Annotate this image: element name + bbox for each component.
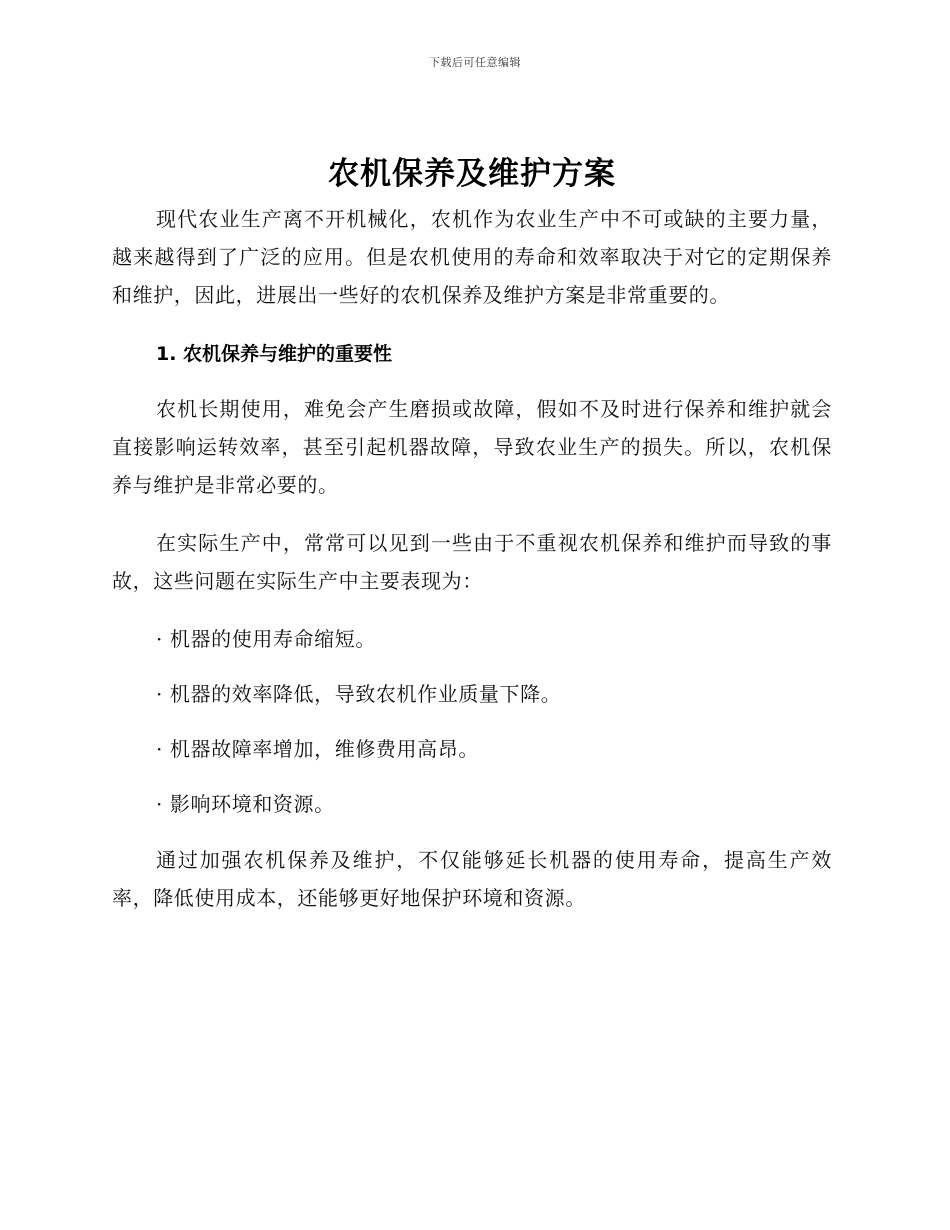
list-item: · 机器故障率增加，维修费用高昂。 [156,737,479,761]
body-paragraph: 通过加强农机保养及维护，不仅能够延长机器的使用寿命，提高生产效率，降低使用成本，还能够更好地保护环境和资源。 [112,848,832,910]
section-heading: 1. 农机保养与维护的重要性 [156,343,393,365]
body-paragraph: 在实际生产中，常常可以见到一些由于不重视农机保养和维护而导致的事故，这些问题在实际生产中主要表现为： [112,531,832,593]
intro-paragraph: 现代农业生产离不开机械化，农机作为农业生产中不可或缺的主要力量，越来越得到了广泛的应用。但是农机使用的寿命和效率取决于对它的定期保养和维护，因此，进展出一些好的农机保养及维护方案是非常重要的。 [112,207,832,307]
body-paragraph: 农机长期使用，难免会产生磨损或故障，假如不及时进行保养和维护就会直接影响运转效率，甚至引起机器故障，导致农业生产的损失。所以，农机保养与维护是非常必要的。 [112,397,832,497]
document-body [112,148,832,937]
bullet-list [112,620,832,823]
document-title: 农机保养及维护方案 [328,156,616,192]
list-item: · 影响环境和资源。 [156,792,335,816]
header-note: 下载后可任意编辑 [429,56,521,69]
list-item: · 机器的效率降低，导致农机作业质量下降。 [156,682,562,706]
list-item: · 机器的使用寿命缩短。 [156,627,376,651]
